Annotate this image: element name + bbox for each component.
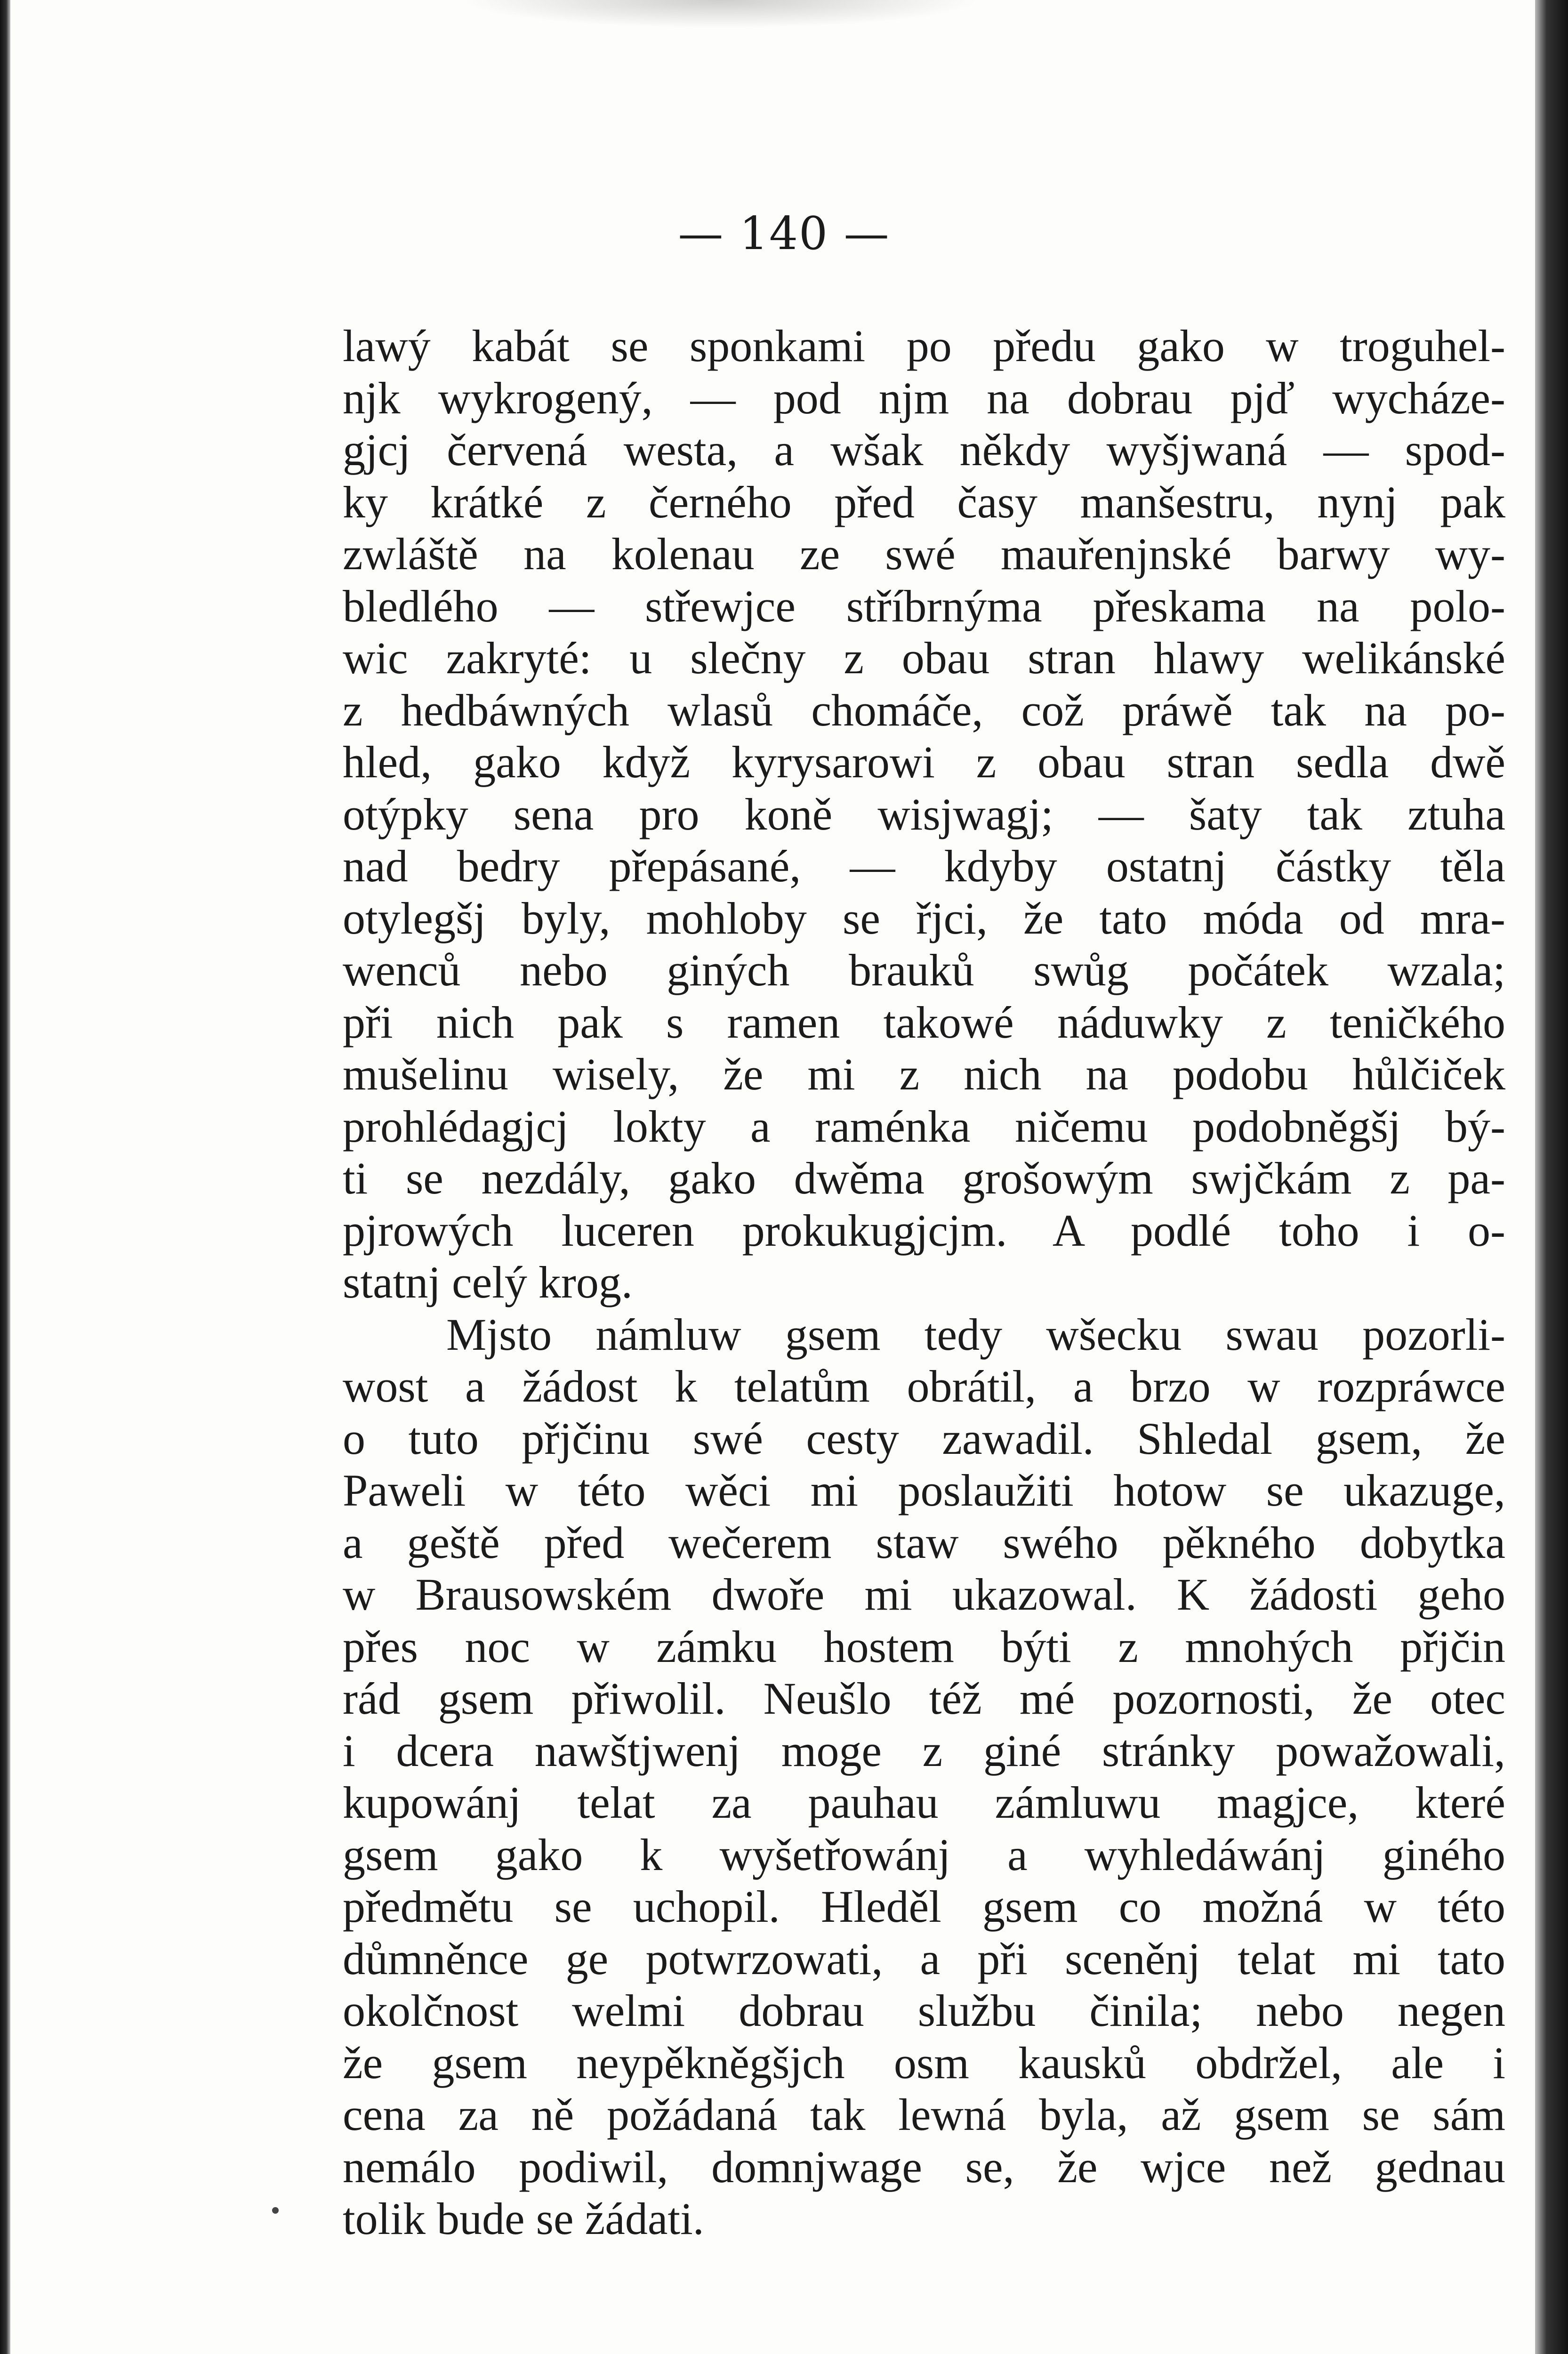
text-line: pjrowých luceren prokukugjcjm. A podlé toho i o- — [343, 1205, 1505, 1256]
text-line: o tuto přjčinu swé cesty zawadil. Shledal gsem, že — [343, 1413, 1505, 1464]
text-line: že gsem neypěkněgšjch osm kausků obdržel, ale i — [343, 2037, 1505, 2088]
text-line: ti se nezdály, gako dwěma grošowým swjčkám z pa- — [343, 1153, 1505, 1203]
text-line: bledlého — střewjce stříbrnýma přeskama na polo- — [343, 580, 1505, 631]
text-line: cena za ně požádaná tak lewná byla, až gsem se sám — [343, 2089, 1505, 2140]
text-line: při nich pak s ramen takowé náduwky z teničkého — [343, 997, 1505, 1048]
text-line: njk wykrogený, — pod njm na dobrau pjď wycháze- — [343, 372, 1505, 423]
ink-speck — [272, 2207, 279, 2214]
text-line: rád gsem přiwolil. Neušlo též mé pozornosti, že otec — [343, 1673, 1505, 1724]
paragraph-2 — [343, 1309, 1505, 2245]
text-line: lawý kabát se sponkami po předu gako w troguhel- — [343, 321, 1505, 371]
text-line: z hedbáwných wlasů chomáče, což práwě tak na po- — [343, 685, 1505, 735]
text-line: důmněnce ge potwrzowati, a při sceněnj telat mi tato — [343, 1933, 1505, 1984]
text-line: wic zakryté: u slečny z obau stran hlawy welikánské — [343, 633, 1505, 683]
text-line: kupowánj telat za pauhau zámluwu magjce, které — [343, 1777, 1505, 1828]
text-line: wost a žádost k telatům obrátil, a brzo w rozpráwce — [343, 1361, 1505, 1411]
text-line: předmětu se uchopil. Hleděl gsem co možná w této — [343, 1881, 1505, 1932]
text-line: nemálo podiwil, domnjwage se, že wjce než gednau — [343, 2141, 1505, 2192]
text-line: w Brausowském dwoře mi ukazowal. K žádosti geho — [343, 1569, 1505, 1620]
text-line: i dcera nawštjwenj moge z giné stránky powažowali, — [343, 1725, 1505, 1776]
text-line: statnj celý krog. — [343, 1257, 633, 1307]
text-line: Paweli w této wěci mi poslaužiti hotow se ukazuge, — [343, 1465, 1505, 1516]
paragraph-1 — [343, 320, 1505, 1309]
text-line: ky krátké z černého před časy manšestru, nynj pak — [343, 476, 1505, 527]
text-line: mušelinu wisely, že mi z nich na podobu hůlčiček — [343, 1049, 1505, 1099]
text-line: otýpky sena pro koně wisjwagj; — šaty tak ztuha — [343, 789, 1505, 839]
text-line: gjcj červená westa, a wšak někdy wyšjwaná — spod- — [343, 425, 1505, 475]
text-line: prohlédagjcj lokty a raménka ničemu podobněgšj bý- — [343, 1101, 1505, 1152]
text-line: otylegšj byly, mohloby se řjci, že tato móda od mra- — [343, 893, 1505, 943]
text-line: nad bedry přepásané, — kdyby ostatnj částky těla — [343, 841, 1505, 891]
text-line: okolčnost welmi dobrau službu činila; nebo negen — [343, 1985, 1505, 2036]
text-line: a geště před wečerem staw swého pěkného dobytka — [343, 1517, 1505, 1568]
text-line: gsem gako k wyšetřowánj a wyhledáwánj giného — [343, 1829, 1505, 1880]
text-line: zwláště na kolenau ze swé mauřenjnské barwy wy- — [343, 529, 1505, 579]
page-number: — 140 — — [678, 207, 890, 260]
text-line: hled, gako když kyrysarowi z obau stran sedla dwě — [343, 737, 1505, 787]
text-line: přes noc w zámku hostem býti z mnohých přjčin — [343, 1621, 1505, 1672]
body-text — [343, 320, 1505, 2245]
text-line: wenců nebo giných brauků swůg počátek wzala; — [343, 945, 1505, 995]
text-line: Mjsto námluw gsem tedy wšecku swau pozorli- — [446, 1309, 1505, 1360]
text-line: tolik bude se žádati. — [343, 2193, 704, 2244]
